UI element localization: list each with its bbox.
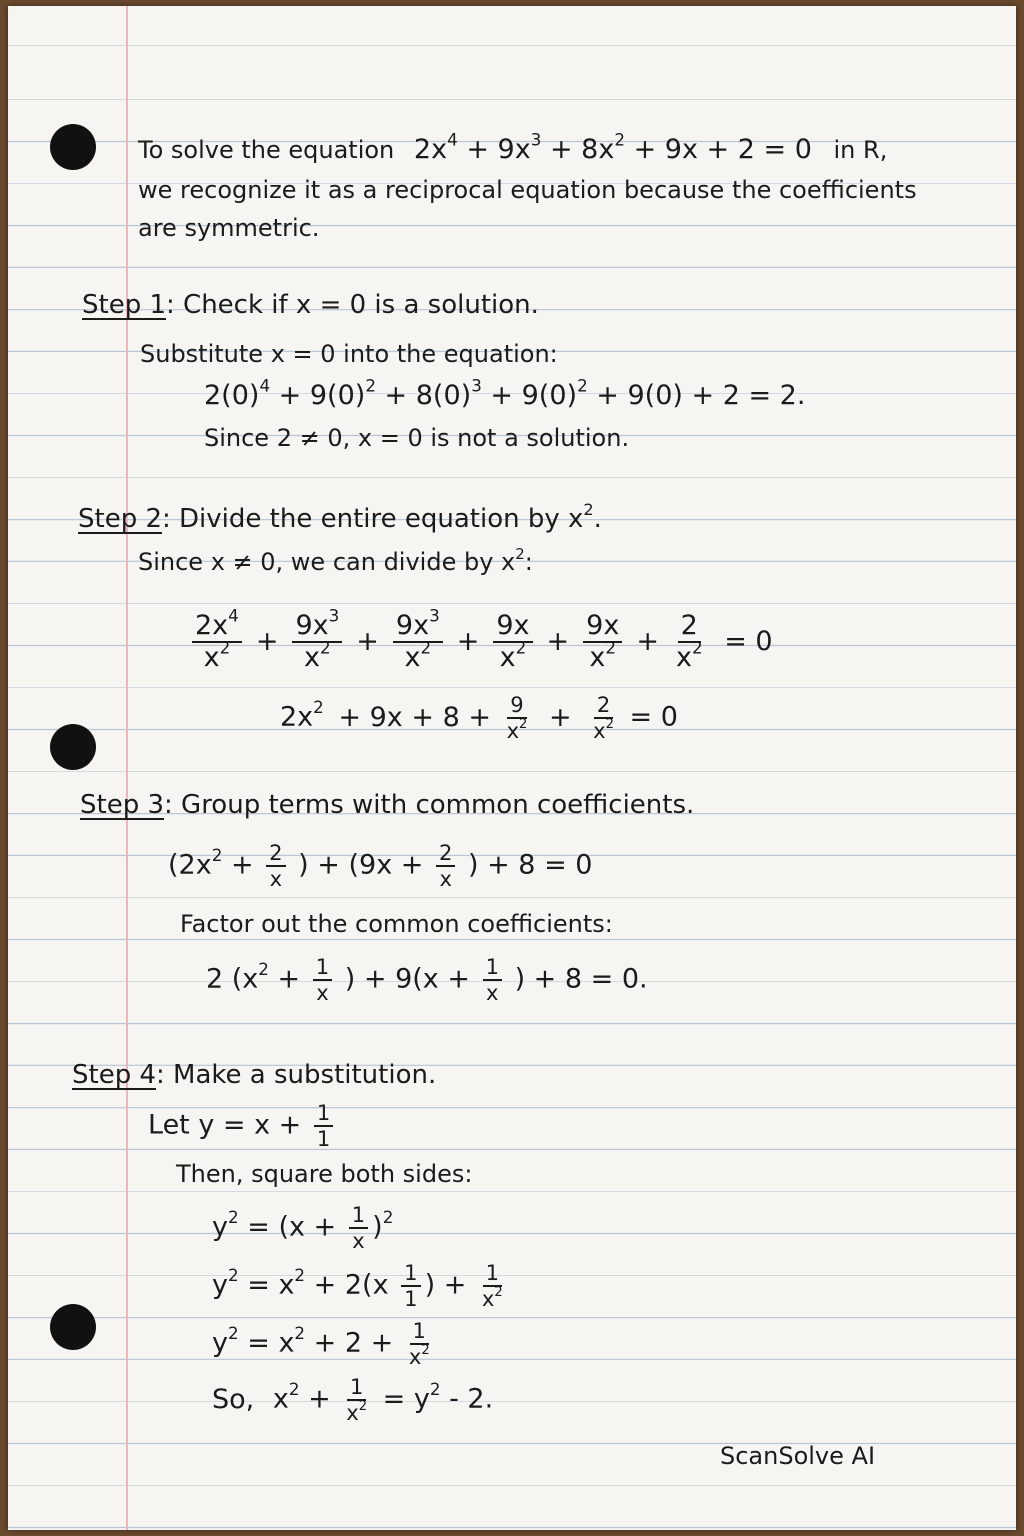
step4-let: Let y = x + $\frac{1}{1}$ (148, 1102, 337, 1150)
step4-heading: Step 4: Make a substitution. (72, 1060, 437, 1090)
fraction-term-4: $\frac{9x}{x^2}$ (493, 612, 532, 673)
step3-label: Step 3 (80, 790, 165, 820)
step2-heading: Step 2: Divide the entire equation by $x^2$. (78, 499, 602, 534)
step1-substitute: Substitute x = 0 into the equation: (140, 340, 558, 368)
step4-eq1: $y^2 = (x$ + $\frac{1}{x}$ )$^2$ (212, 1202, 394, 1254)
margin-line (126, 6, 128, 1530)
step3-factored: 2 ($x^2$ + $\frac{1}{x}$ ) + 9(x + $\frac{1}{x}$ ) + 8 = 0. (206, 954, 648, 1006)
intro-line-1: To solve the equation $2x^4 + 9x^3 + 8x^2 + 9x + 2 = 0$ in R, (138, 129, 888, 165)
step1-conclusion: Since 2 ≠ 0, x = 0 is not a solution. (204, 424, 630, 452)
fraction-term-3: $\frac{9x^3}{x^2}$ (393, 612, 443, 673)
step4-label: Step 4 (72, 1060, 157, 1090)
fraction-term-5: $\frac{9x}{x^2}$ (583, 612, 622, 673)
fraction-2-over-x2: $\frac{2}{x^2}$ (593, 692, 614, 744)
step4-then: Then, square both sides: (176, 1160, 473, 1188)
step4-so: So, $x^2$ + $\frac{1}{x^2}$ = $y^2 - 2$. (212, 1374, 494, 1426)
notebook-paper (8, 6, 1016, 1530)
step2-fraction-equation: $\frac{2x^4}{x^2}$ + $\frac{9x^3}{x^2}$ + $\frac{9x^3}{x^2}$ + $\frac{9x}{x^2}$ + $\frac{9x}{x^2}$ + $\frac{2}{x^2}$ = 0 (188, 612, 773, 673)
step1-heading: Step 1: Check if x = 0 is a solution. (82, 290, 539, 320)
fraction-term-6: $\frac{2}{x^2}$ (675, 610, 703, 674)
step4-eq2: $y^2 = x^2 + 2(x$ $\frac{1}{1}$ ) + $\frac{1}{x^2}$ (212, 1260, 503, 1312)
fraction-term-2: $\frac{9x^3}{x^2}$ (292, 612, 342, 673)
step2-since: Since x ≠ 0, we can divide by $x^2$: (138, 544, 533, 576)
fraction-term-1: $\frac{2x^4}{x^2}$ (192, 612, 242, 673)
intro-equation: $2x^4 + 9x^3 + 8x^2 + 9x + 2 = 0$ (413, 129, 812, 165)
step2-label: Step 2 (78, 504, 163, 534)
step2-simplified: $2x^2 + 9x + 8$ + $\frac{9}{x^2}$ + $\frac{2}{x^2}$ = 0 (280, 692, 678, 744)
step1-label: Step 1 (82, 290, 167, 320)
step3-grouped: ($2x^2$ + $\frac{2}{x}$ ) + (9x + $\frac{2}{x}$ ) + 8 = 0 (168, 840, 593, 892)
intro-line-3: are symmetric. (138, 214, 320, 242)
fraction-9-over-x2: $\frac{9}{x^2}$ (506, 692, 528, 744)
punch-hole-middle (50, 724, 96, 770)
step1-calculation: $2(0)^4 + 9(0)^2 + 8(0)^3 + 9(0)^2 + 9(0) + 2 = 2$. (204, 375, 806, 411)
punch-hole-bottom (50, 1304, 96, 1350)
intro-line-2: we recognize it as a reciprocal equation because the coefficients (138, 176, 917, 204)
step3-heading: Step 3: Group terms with common coefficients. (80, 790, 695, 820)
step3-factor-text: Factor out the common coefficients: (180, 910, 613, 938)
punch-hole-top (50, 124, 96, 170)
step4-eq3: $y^2 = x^2 + 2$ + $\frac{1}{x^2}$ (212, 1318, 430, 1370)
watermark: ScanSolve AI (720, 1442, 876, 1470)
